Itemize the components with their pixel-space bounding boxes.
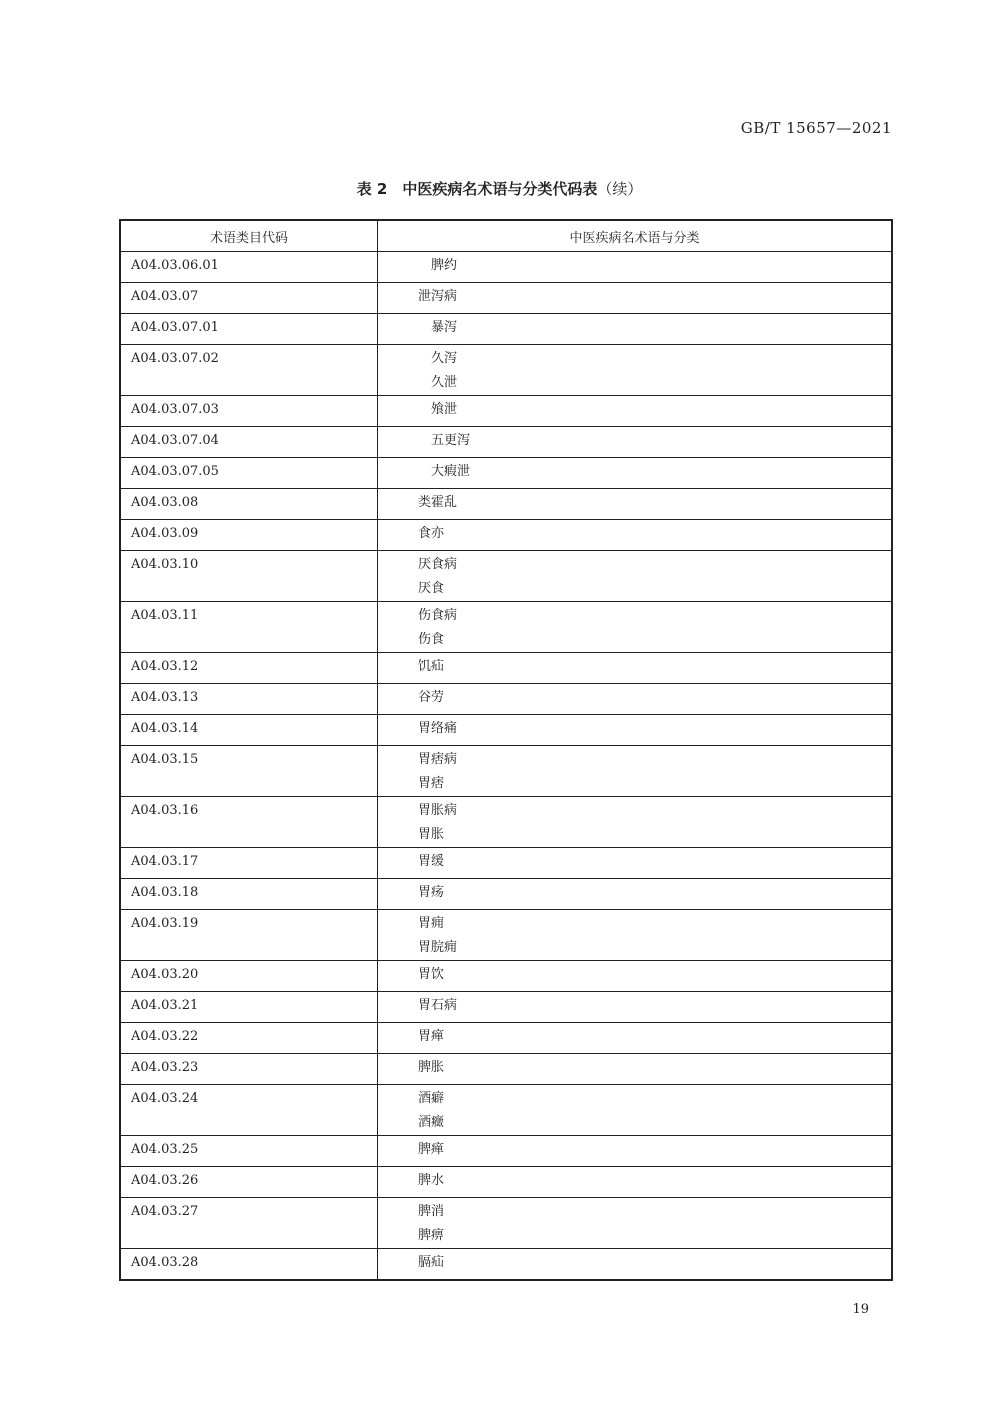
term-code-cell: [120, 283, 378, 314]
term-code: A04.03.09: [131, 526, 199, 541]
term-name: 食亦: [418, 526, 445, 541]
term-name: 久泻: [431, 351, 458, 366]
table-row: [120, 1054, 892, 1085]
term-names-cell: [378, 520, 893, 551]
term-code: A04.03.06.01: [131, 258, 219, 273]
term-name: 胃缓: [418, 854, 445, 869]
term-code-cell: [120, 458, 378, 489]
term-names-cell: [378, 797, 893, 848]
term-code: A04.03.19: [131, 916, 199, 931]
term-names-cell: [378, 1167, 893, 1198]
term-code: A04.03.18: [131, 885, 199, 900]
term-name: 久泄: [431, 375, 458, 390]
term-names-cell: [378, 684, 893, 715]
term-code-cell: [120, 1054, 378, 1085]
term-code: A04.03.07.05: [131, 464, 219, 479]
term-name: 厌食病: [418, 557, 458, 572]
term-name: 脾约: [431, 258, 458, 273]
term-name: 脾消: [418, 1204, 445, 1219]
table-row: [120, 715, 892, 746]
table-row: [120, 910, 892, 961]
table-row: [120, 1198, 892, 1249]
term-name: 大瘕泄: [431, 464, 471, 479]
term-code: A04.03.24: [131, 1091, 199, 1106]
term-name: 伤食: [418, 632, 445, 647]
table-caption-suffix: （续）: [597, 180, 643, 198]
term-name: 胃石病: [418, 998, 458, 1013]
term-name: 胃痞病: [418, 752, 458, 767]
page-number: 19: [852, 1302, 869, 1317]
table-caption: [0, 178, 999, 199]
term-code: A04.03.28: [131, 1255, 199, 1270]
term-code: A04.03.13: [131, 690, 199, 705]
term-code-cell: [120, 746, 378, 797]
term-code: A04.03.21: [131, 998, 199, 1013]
table-row: [120, 520, 892, 551]
term-names-cell: [378, 879, 893, 910]
term-names-cell: [378, 1023, 893, 1054]
term-code-cell: [120, 345, 378, 396]
term-name: 厌食: [418, 581, 445, 596]
term-names-cell: [378, 427, 893, 458]
standard-code: GB/T 15657—2021: [740, 119, 892, 137]
term-name: 胃脘痈: [418, 940, 458, 955]
term-code-cell: [120, 551, 378, 602]
term-name: 伤食病: [418, 608, 458, 623]
term-code-cell: [120, 1136, 378, 1167]
term-name: 泄泻病: [418, 289, 458, 304]
term-names-cell: [378, 252, 893, 283]
term-code-cell: [120, 1249, 378, 1281]
term-names-cell: [378, 396, 893, 427]
table-row: [120, 961, 892, 992]
term-name: 胃胀: [418, 827, 445, 842]
column-header-code: 术语类目代码: [120, 220, 378, 252]
table-header-row: [120, 220, 892, 252]
term-name: 谷劳: [418, 690, 445, 705]
table-row: [120, 653, 892, 684]
term-code-cell: [120, 252, 378, 283]
term-names-cell: [378, 489, 893, 520]
term-names-cell: [378, 910, 893, 961]
term-code: A04.03.07: [131, 289, 199, 304]
table-row: [120, 314, 892, 345]
term-names-cell: [378, 715, 893, 746]
term-names-cell: [378, 314, 893, 345]
term-name: 胃瘅: [418, 1029, 445, 1044]
term-name: 饥疝: [418, 659, 445, 674]
term-names-cell: [378, 458, 893, 489]
term-code-cell: [120, 797, 378, 848]
table-row: [120, 283, 892, 314]
term-code-cell: [120, 684, 378, 715]
term-code-cell: [120, 520, 378, 551]
term-name: 类霍乱: [418, 495, 458, 510]
term-code-cell: [120, 489, 378, 520]
term-name: 胃饮: [418, 967, 445, 982]
term-code-cell: [120, 1198, 378, 1249]
term-code: A04.03.22: [131, 1029, 199, 1044]
term-name: 酒癥: [418, 1115, 445, 1130]
term-names-cell: [378, 551, 893, 602]
table-caption-title: 表 2 中医疾病名术语与分类代码表: [356, 180, 598, 198]
term-name: 胃络痛: [418, 721, 458, 736]
term-code: A04.03.08: [131, 495, 199, 510]
table-row: [120, 1249, 892, 1281]
term-code-cell: [120, 427, 378, 458]
term-code: A04.03.12: [131, 659, 199, 674]
term-names-cell: [378, 848, 893, 879]
term-names-cell: [378, 345, 893, 396]
table-row: [120, 746, 892, 797]
term-code: A04.03.23: [131, 1060, 199, 1075]
term-code-cell: [120, 602, 378, 653]
table-row: [120, 551, 892, 602]
term-names-cell: [378, 1198, 893, 1249]
term-code: A04.03.26: [131, 1173, 199, 1188]
table-row: [120, 489, 892, 520]
table-row: [120, 602, 892, 653]
term-code-cell: [120, 1085, 378, 1136]
table-row: [120, 252, 892, 283]
term-names-cell: [378, 1054, 893, 1085]
table-row: [120, 1085, 892, 1136]
term-code: A04.03.07.03: [131, 402, 219, 417]
table-row: [120, 345, 892, 396]
term-names-cell: [378, 283, 893, 314]
table-row: [120, 797, 892, 848]
term-name: 胃疡: [418, 885, 445, 900]
term-code: A04.03.16: [131, 803, 199, 818]
column-header-terms: 中医疾病名术语与分类: [378, 220, 893, 252]
term-code: A04.03.27: [131, 1204, 199, 1219]
term-names-cell: [378, 1085, 893, 1136]
term-names-cell: [378, 653, 893, 684]
code-table: [119, 219, 893, 1281]
term-code: A04.03.07.02: [131, 351, 219, 366]
table-row: [120, 396, 892, 427]
term-name: 飧泄: [431, 402, 458, 417]
table-row: [120, 1167, 892, 1198]
term-code: A04.03.07.04: [131, 433, 219, 448]
term-name: 酒癖: [418, 1091, 445, 1106]
term-code: A04.03.07.01: [131, 320, 219, 335]
term-code-cell: [120, 653, 378, 684]
term-code: A04.03.14: [131, 721, 199, 736]
term-names-cell: [378, 746, 893, 797]
term-code: A04.03.17: [131, 854, 199, 869]
table-row: [120, 848, 892, 879]
term-code-cell: [120, 1167, 378, 1198]
table-row: [120, 684, 892, 715]
term-code-cell: [120, 396, 378, 427]
term-code-cell: [120, 1023, 378, 1054]
term-code-cell: [120, 848, 378, 879]
term-names-cell: [378, 992, 893, 1023]
term-code-cell: [120, 715, 378, 746]
term-name: 脾瘅: [418, 1142, 445, 1157]
table-row: [120, 879, 892, 910]
term-code: A04.03.25: [131, 1142, 199, 1157]
term-code: A04.03.15: [131, 752, 199, 767]
term-names-cell: [378, 602, 893, 653]
term-code: A04.03.20: [131, 967, 199, 982]
term-name: 脾胀: [418, 1060, 445, 1075]
term-name: 五更泻: [431, 433, 471, 448]
table-row: [120, 458, 892, 489]
term-name: 胃痞: [418, 776, 445, 791]
term-name: 胃痈: [418, 916, 445, 931]
term-names-cell: [378, 961, 893, 992]
term-name: 脾痹: [418, 1228, 445, 1243]
table-row: [120, 1136, 892, 1167]
term-names-cell: [378, 1249, 893, 1281]
term-code: A04.03.11: [131, 608, 199, 623]
term-names-cell: [378, 1136, 893, 1167]
term-code-cell: [120, 314, 378, 345]
term-code-cell: [120, 879, 378, 910]
term-code-cell: [120, 992, 378, 1023]
term-name: 膈疝: [418, 1255, 445, 1270]
term-code-cell: [120, 961, 378, 992]
term-name: 胃胀病: [418, 803, 458, 818]
term-name: 脾水: [418, 1173, 445, 1188]
term-name: 暴泻: [431, 320, 458, 335]
table-row: [120, 992, 892, 1023]
term-code-cell: [120, 910, 378, 961]
term-code: A04.03.10: [131, 557, 199, 572]
table-row: [120, 1023, 892, 1054]
table-row: [120, 427, 892, 458]
table-body: [120, 252, 892, 1281]
